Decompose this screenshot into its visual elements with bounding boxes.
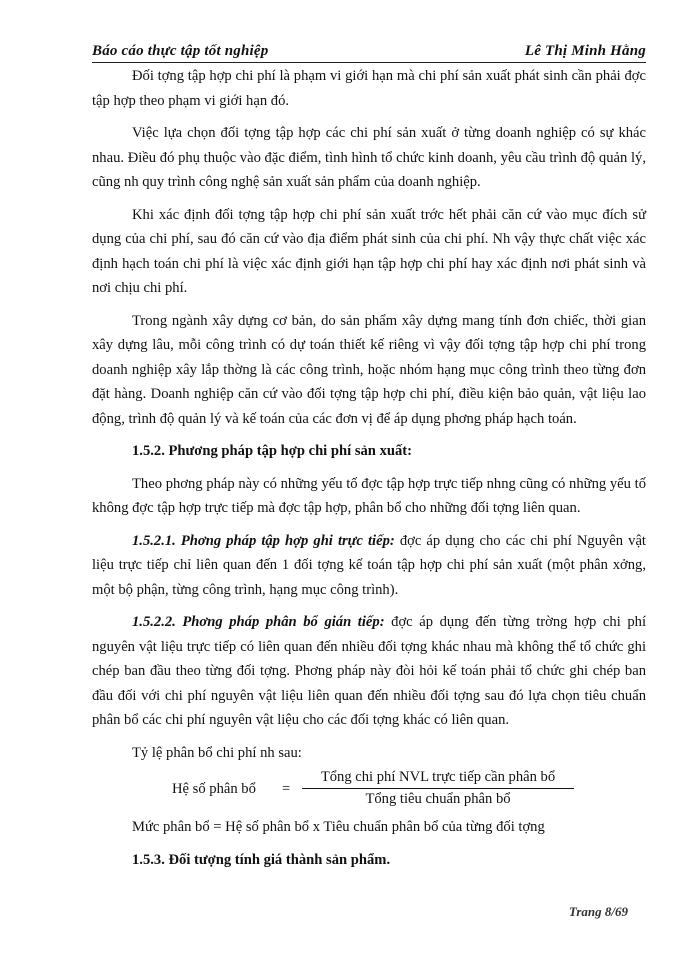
direct-method-text: đợc áp dụng cho các chi phí Nguyên vật liệu trực tiếp chỉ liên quan đến 1 đối tợng kế toán tập hợp chi phí sản xuất (một phân xởng, một bộ phận, từng công trình, hạng mục công trình).: [92, 532, 646, 598]
formula-numerator: Tổng chi phí NVL trực tiếp cần phân bổ: [302, 767, 574, 789]
formula-label: Hệ số phân bổ: [172, 781, 256, 797]
indirect-method-text: đợc áp dụng đến từng trờng hợp chi phí nguyên vật liệu trực tiếp có liên quan đến nhiều đối tợng khác nhau mà không thể tổ chức ghi chép ban đầu theo từng đối tợng. Phơng pháp này đòi hỏi kế toán phải tổ chức ghi chép ban đầu đối với chi phí nguyên vật liệu liên quan đến nhiều đối tợng sau đó lựa chọn tiêu chuẩn phân bổ các chi phí nguyên vật liệu cho các đối tợng khác có liên quan.: [92, 614, 646, 728]
header-report-title: Báo cáo thực tập tốt nghiệp: [92, 43, 269, 59]
paragraph-direct-method: [92, 529, 646, 603]
page-header: [92, 38, 646, 63]
paragraph-selection: Việc lựa chọn đối tợng tập hợp các chi phí sản xuất ở từng doanh nghiệp có sự khác nhau. Điều đó phụ thuộc vào đặc điểm, tình hình tổ chức kinh doanh, yêu cầu trình độ quản lý, cũng nh quy trình công nghệ sản xuất sản phẩm của doanh nghiệp.: [92, 125, 646, 190]
paragraph-definition: Đối tợng tập hợp chi phí là phạm vi giới hạn mà chi phí sản xuất phát sinh cần phải đợc tập hợp theo phạm vi giới hạn đó.: [92, 68, 646, 109]
paragraph-method-intro: Theo phơng pháp này có những yếu tố đợc tập hợp trực tiếp nhng cũng có những yếu tố không đợc tập hợp trực tiếp mà đợc tập hợp, phân bổ cho những đối tợng liên quan.: [92, 475, 646, 516]
paragraph-allocation-rate: Tỷ lệ phân bổ chi phí nh sau:: [132, 744, 302, 761]
formula-fraction: [302, 767, 574, 809]
subheading-1-5-2-1: 1.5.2.1. Phơng pháp tập hợp ghi trực tiếp:: [132, 532, 395, 549]
section-heading-1-5-2: 1.5.2. Phương pháp tập hợp chi phí sản xuất:: [132, 443, 412, 459]
document-body: [92, 64, 646, 872]
page-number: Trang 8/69: [568, 904, 628, 919]
allocation-formula: [92, 767, 646, 815]
paragraph-indirect-method: [92, 610, 646, 733]
header-author-name: Lê Thị Minh Hằng: [524, 43, 646, 59]
formula-equals: =: [282, 781, 291, 797]
formula-denominator: Tổng tiêu chuẩn phân bổ: [365, 791, 511, 807]
paragraph-construction: Trong ngành xây dựng cơ bản, do sản phẩm xây dựng mang tính đơn chiếc, thời gian xây dựng lâu, mỗi công trình có dự toán thiết kế riêng vì vậy đối tợng tập hợp chi phí trong doanh nghiệp xây lắp thờng là các công trình, hoặc nhóm hạng mục công trình theo từng đơn đặt hàng. Doanh nghiệp căn cứ vào đối tợng tập hợp chi phí, điều kiện bảo quản, vật liệu lao động, trình độ quản lý và kế toán của các đơn vị để áp dụng phơng pháp hạch toán.: [92, 312, 646, 427]
paragraph-allocation-amount: Mức phân bổ = Hệ số phân bổ x Tiêu chuẩn phân bổ của từng đối tợng: [132, 819, 545, 835]
subheading-1-5-2-2: 1.5.2.2. Phơng pháp phân bổ gián tiếp:: [132, 614, 385, 630]
section-heading-1-5-3: 1.5.3. Đối tượng tính giá thành sản phẩm.: [132, 851, 391, 868]
paragraph-determination: Khi xác định đối tợng tập hợp chi phí sản xuất trớc hết phải căn cứ vào mục đích sử dụng của chi phí, sau đó căn cứ vào địa điểm phát sinh của chi phí. Nh vậy thực chất việc xác định hạch toán chi phí là việc xác định giới hạn tập hợp chi phí hay xác định nơi phát sinh và nơi chịu chi phí.: [92, 206, 646, 296]
